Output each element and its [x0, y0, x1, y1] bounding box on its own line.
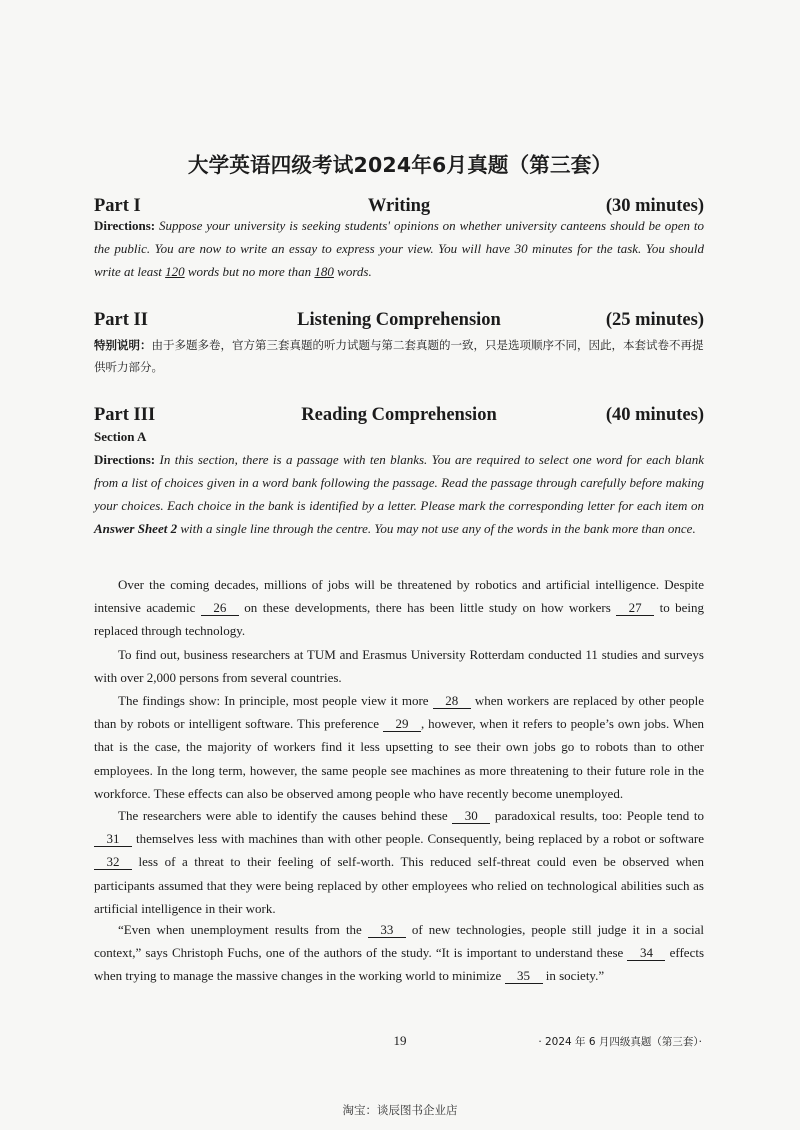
passage-paragraph-5 [94, 918, 704, 988]
part1-directions-text-c: words. [333, 264, 372, 279]
passage-text: paradoxical results, too: People tend to [490, 808, 704, 823]
part3-time: (40 minutes) [605, 405, 704, 425]
section-a-heading: Section A [94, 429, 147, 444]
part1-directions-label: Directions: [94, 218, 156, 233]
blank-33: 33 [368, 922, 406, 938]
part2-note-label: 特别说明： [94, 338, 152, 352]
blank-32: 32 [94, 854, 132, 870]
passage-text: when workers are replaced by other people than by robots or intelligent software. This preference [94, 693, 704, 732]
running-footer: · 2024 年 6 月四级真题（第三套）· [538, 1036, 702, 1048]
part3-name: Reading Comprehension [301, 405, 497, 425]
passage-paragraph-2 [94, 643, 704, 689]
blank-30: 30 [452, 808, 490, 824]
passage-text: of new technologies, people still judge it in a social context,” says Christoph Fuchs, one of the authors of the study. “It is important to understand these [94, 922, 704, 961]
passage-text: effects when trying to manage the massive changes in the working world to minimize [94, 945, 705, 984]
blank-28: 28 [433, 693, 471, 709]
blank-29: 29 [383, 716, 421, 732]
passage-text: Over the coming decades, millions of jobs will be threatened by robotics and artificial intelligence. Despite intensive academic [94, 577, 704, 616]
part3-directions-text-a: In this section, there is a passage with ten blanks. You are required to select one word for each blank from a list of choices given in a word bank following the passage. Read the passage through carefully before making your choices. Each choice in the bank is identified by a letter. Please mark the corresponding letter for each item on [94, 452, 704, 513]
passage-text: on these developments, there has been little study on how workers [238, 600, 617, 616]
passage-paragraph-1 [94, 573, 704, 643]
blank-31: 31 [94, 831, 132, 847]
shop-watermark: 淘宝：谈辰图书企业店 [342, 1103, 458, 1117]
part2-note-text: 由于多题多卷，官方第三套真题的听力试题与第二套真题的一致，只是选项顺序不同，因此，本套试卷不再提供听力部分。 [94, 338, 704, 374]
part3-directions-text-b: with a single line through the centre. You may not use any of the words in the bank more than once. [177, 521, 696, 536]
answer-sheet-ref: Answer Sheet 2 [94, 521, 178, 536]
part3-directions-label: Directions: [94, 452, 156, 467]
passage-text: , however, when it refers to people’s own jobs. When that is the case, the majority of workers find it less upsetting to see their own jobs go to robots than to other employees. In the long term, however, the same people see machines as more threatening to their future role in the workforce. These effects can also be observed among people who have recently become unemployed. [94, 716, 704, 801]
part2-note [94, 334, 704, 378]
blank-26: 26 [201, 600, 239, 616]
part3-label: Part III [94, 405, 156, 425]
passage-text: The findings show: In principle, most people view it more [118, 693, 433, 708]
passage-paragraph-3 [94, 689, 704, 805]
part2-name: Listening Comprehension [297, 310, 501, 330]
part2-header [94, 310, 704, 334]
part1-name: Writing [367, 196, 431, 216]
passage-text: to being replaced through technology. [94, 600, 705, 639]
blank-27: 27 [616, 600, 654, 616]
part1-directions [94, 214, 704, 283]
passage-text: less of a threat to their feeling of self-worth. This reduced self-threat could even be observed when participants assumed that they were being replaced by other employees who relied on technological abilities such as artificial intelligence in their work. [94, 854, 704, 916]
page-title: 大学英语四级考试2024年6月真题（第三套） [187, 153, 613, 177]
passage-text: “Even when unemployment results from the [118, 922, 368, 937]
page-number: 19 [393, 1033, 407, 1048]
part2-label: Part II [94, 310, 148, 330]
part3-header [94, 405, 704, 429]
part1-time: (30 minutes) [605, 196, 704, 216]
passage-text: in society.” [542, 968, 605, 984]
max-words: 180 [314, 264, 334, 279]
passage-text: To find out, business researchers at TUM and Erasmus University Rotterdam conducted 11 studies and surveys with over 2,000 persons from several countries. [94, 647, 704, 686]
min-words: 120 [165, 264, 185, 279]
part3-directions [94, 448, 704, 540]
blank-34: 34 [627, 945, 665, 961]
part1-directions-text-b: words but no more than [184, 264, 315, 279]
passage-paragraph-4 [94, 804, 704, 920]
blank-35: 35 [505, 968, 543, 984]
passage-text: themselves less with machines than with other people. Consequently, being replaced by a robot or software [132, 831, 704, 847]
passage-text: The researchers were able to identify the causes behind these [118, 808, 453, 823]
part1-directions-text-a: Suppose your university is seeking students' opinions on whether university canteens should be open to the public. You are now to write an essay to express your view. You will have 30 minutes for the task. You should write at least [94, 218, 704, 279]
part1-label: Part I [94, 196, 141, 216]
part2-time: (25 minutes) [605, 310, 704, 330]
